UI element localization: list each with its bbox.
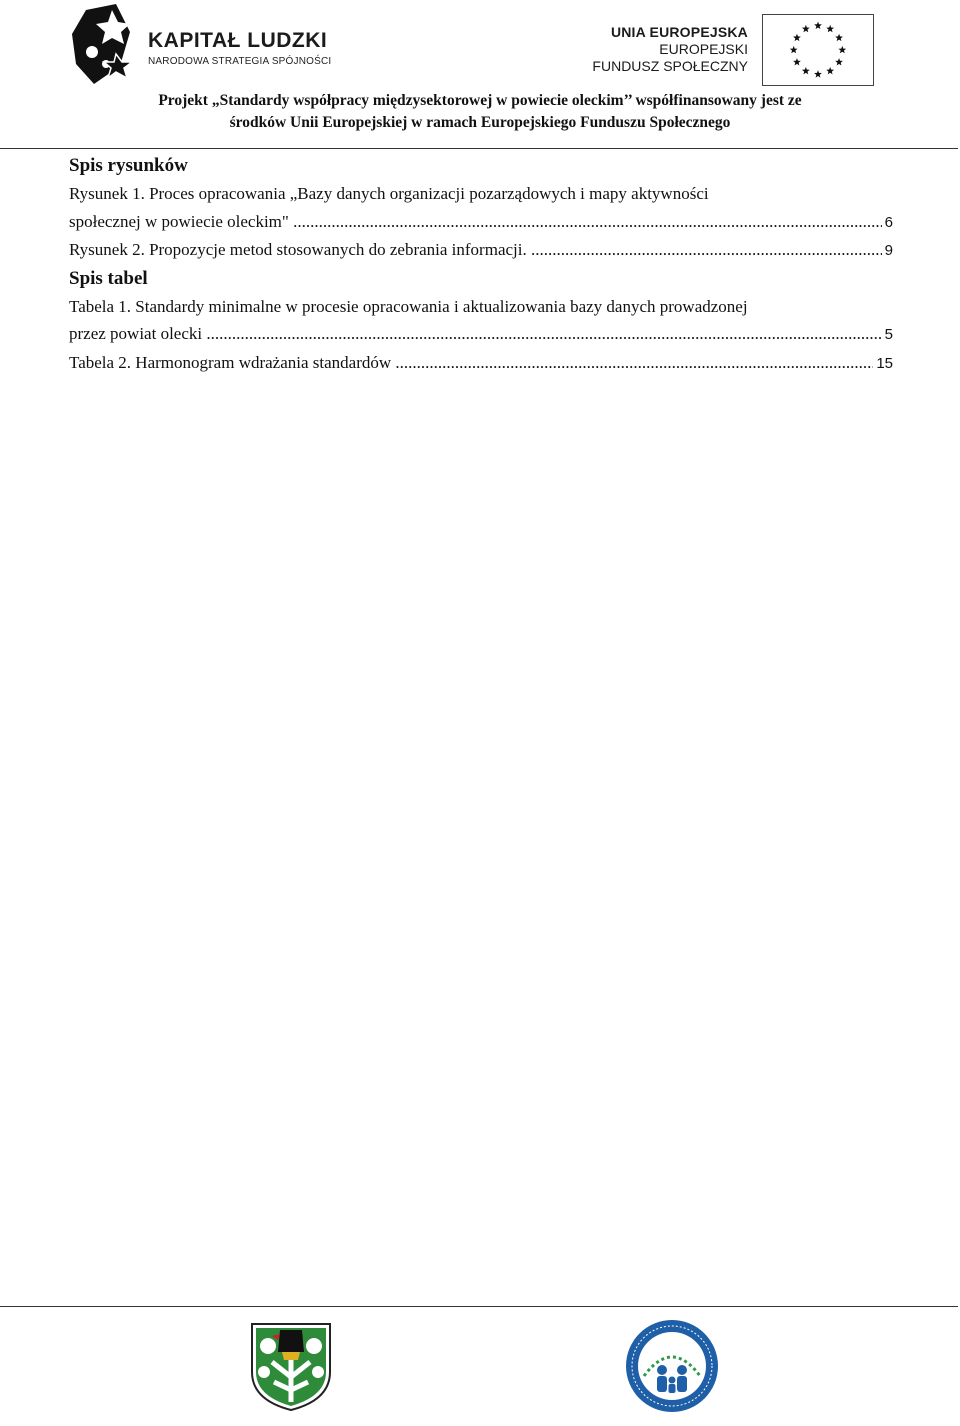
eu-star-icon — [802, 25, 810, 32]
eu-star-icon — [814, 70, 822, 77]
toc-entry-text: przez powiat olecki ..... — [69, 320, 882, 348]
project-line2: środków Unii Europejskiej w ramach Europejskiego Funduszu Społecznego — [229, 114, 731, 131]
toc-page-number: 6 — [884, 213, 893, 231]
figures-heading: Spis rysunków — [69, 155, 188, 176]
kl-title: KAPITAŁ LUDZKI — [148, 29, 328, 52]
eu-line2: EUROPEJSKI — [659, 41, 748, 57]
eu-line1: UNIA EUROPEJSKA — [610, 24, 748, 40]
toc-page-number: 15 — [876, 354, 893, 372]
eu-star-icon — [790, 46, 798, 53]
table-of-contents — [69, 152, 893, 377]
eu-star-icon — [826, 67, 834, 74]
eu-star-icon — [826, 25, 834, 32]
toc-entry-figure-1[interactable] — [69, 180, 893, 236]
tables-heading: Spis tabel — [69, 267, 148, 289]
toc-entry-table-2[interactable] — [69, 349, 893, 378]
header-divider — [0, 148, 958, 149]
page-header — [0, 0, 960, 150]
footer-divider — [0, 1306, 958, 1307]
eu-star-icon — [814, 22, 822, 29]
eu-star-icon — [802, 67, 810, 74]
toc-entry-text: społecznej w powiecie oleckim" ..... — [69, 208, 882, 236]
toc-entry-text: Tabela 1. Standardy minimalne w procesie opracowania i aktualizowania bazy danych prowadzonej — [69, 296, 748, 316]
toc-entry-text: Rysunek 2. Propozycje metod stosowanych do zebrania informacji. ..... — [69, 236, 882, 264]
kapital-ludzki-wordmark — [148, 30, 331, 67]
ngo-seal-icon — [624, 1318, 720, 1414]
eu-line3: FUNDUSZ SPOŁECZNY — [592, 58, 748, 74]
kl-subtitle: NARODOWA STRATEGIA SPÓJNOŚCI — [148, 56, 332, 67]
eu-star-icon — [835, 58, 843, 65]
toc-entry-text: Rysunek 1. Proces opracowania „Bazy danych organizacji pozarządowych i mapy aktywności — [69, 184, 709, 203]
toc-entry-figure-2[interactable] — [69, 236, 893, 265]
toc-page-number: 9 — [884, 242, 893, 259]
eu-star-icon — [793, 34, 801, 41]
eu-star-icon — [835, 34, 843, 41]
toc-entry-table-1[interactable] — [69, 293, 893, 349]
eu-star-icon — [793, 58, 801, 65]
project-line1: Projekt „Standardy współpracy międzysektorowej w powiecie oleckim’’ współfinansowany jest ze — [158, 92, 802, 109]
toc-page-number: 5 — [884, 326, 893, 343]
eu-flag-icon — [762, 14, 874, 86]
eu-star-icon — [838, 46, 846, 53]
toc-entry-text: Tabela 2. Harmonogram wdrażania standardów ..... — [69, 349, 873, 377]
project-statement — [60, 90, 900, 134]
powiat-crest-icon — [250, 1322, 332, 1412]
kapital-ludzki-logo-icon — [72, 4, 134, 86]
eu-wordmark — [592, 24, 748, 75]
